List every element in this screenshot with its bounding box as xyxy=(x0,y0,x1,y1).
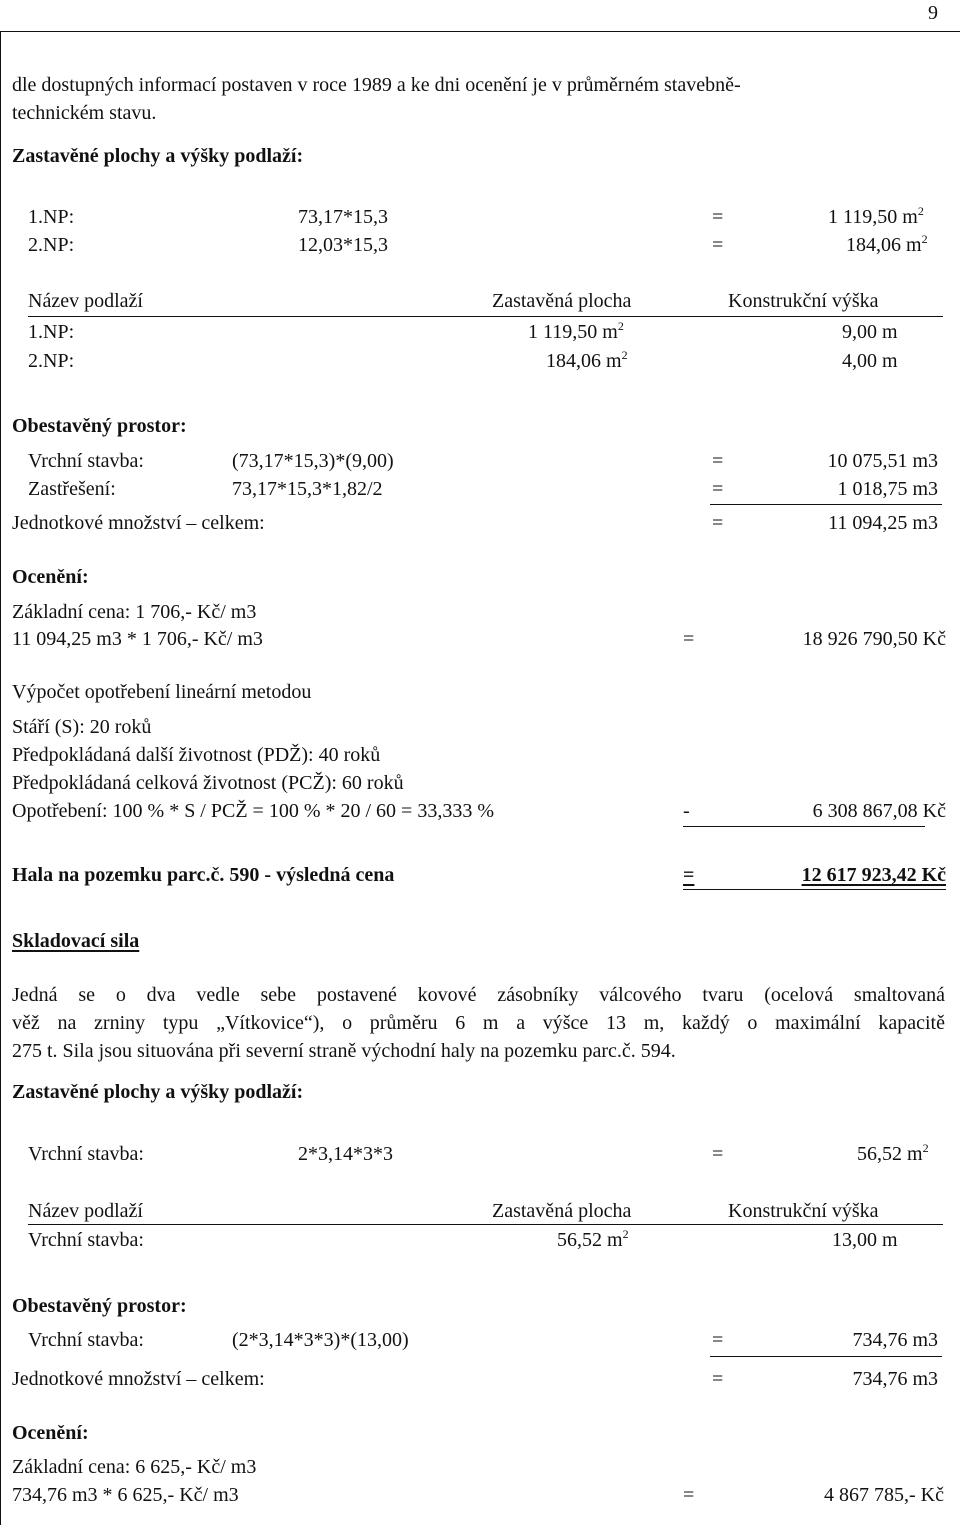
sila-table-header-height: Konstrukční výška xyxy=(728,1200,879,1222)
page-number: 9 xyxy=(928,2,938,24)
sila-area-value: 56,52 $m^2$ xyxy=(857,1141,929,1165)
sila-table-row-area: 56,52 $m^2$ xyxy=(557,1227,629,1251)
hala-volume-sum-rule xyxy=(710,504,942,505)
hala-total-label: Jednotkové množství – celkem: xyxy=(12,512,265,534)
intro-line-1: dle dostupných informací postaven v roce 1989 a ke dni ocenění je v průměrném stavebně- xyxy=(12,74,741,96)
hala-area-value-2: 184,06 $m^2$ xyxy=(846,232,928,256)
hala-wear-value: 6 308 867,08 Kč xyxy=(812,800,946,822)
hala-age: Stáří (S): 20 roků xyxy=(12,716,152,738)
sila-calc-eq: = xyxy=(683,1484,695,1506)
hala-table-header-area: Zastavěná plocha xyxy=(492,290,632,312)
sila-desc-line-3: 275 t. Sila jsou situována při severní straně východní haly na pozemku parc.č. 594. xyxy=(12,1040,676,1062)
hala-volume-value-1: 10 075,51 m3 xyxy=(827,450,938,472)
hala-area-label-1: 1.NP: xyxy=(28,206,75,228)
hala-table-header-rule xyxy=(28,316,943,317)
hala-volume-formula-2: 73,17*15,3*1,82/2 xyxy=(232,478,383,500)
hala-oceneni-heading: Ocenění: xyxy=(12,566,89,588)
hala-calc-label: 11 094,25 m3 * 1 706,- Kč/ m3 xyxy=(12,628,263,650)
sila-base-price: Základní cena: 6 625,- Kč/ m3 xyxy=(12,1456,257,1478)
hala-plochy-heading: Zastavěné plochy a výšky podlaží: xyxy=(12,145,304,167)
hala-volume-eq-2: = xyxy=(712,478,724,500)
hala-calc-eq: = xyxy=(683,628,695,650)
sila-table-header-rule xyxy=(28,1224,943,1225)
sila-volume-value: 734,76 m3 xyxy=(852,1329,938,1351)
hala-area-label-2: 2.NP: xyxy=(28,234,75,256)
sila-calc-label: 734,76 m3 * 6 625,- Kč/ m3 xyxy=(12,1484,239,1506)
hala-wear-rule xyxy=(683,826,925,827)
hala-remaining-life: Předpokládaná další životnost (PDŽ): 40 roků xyxy=(12,744,381,766)
hala-table-header-height: Konstrukční výška xyxy=(728,290,879,312)
intro-line-2: technickém stavu. xyxy=(12,102,157,124)
sila-heading: Skladovací sila xyxy=(12,930,140,952)
sila-calc-value: 4 867 785,- Kč xyxy=(824,1484,944,1506)
sila-table-row-name: Vrchní stavba: xyxy=(28,1229,144,1251)
hala-table-row-1-area: 1 119,50 $m^2$ xyxy=(528,319,624,343)
hala-area-formula-2: 12,03*15,3 xyxy=(298,234,388,256)
frame-top-line xyxy=(0,31,960,32)
hala-table-header-name: Název podlaží xyxy=(28,290,143,312)
hala-volume-label-2: Zastřešení: xyxy=(28,478,116,500)
sila-total-label: Jednotkové množství – celkem: xyxy=(12,1368,265,1390)
hala-volume-formula-1: (73,17*15,3)*(9,00) xyxy=(232,450,394,472)
sila-desc-line-1: Jedná se o dva vedle sebe postavené kovové zásobníky válcového tvaru (ocelová smaltovaná xyxy=(12,984,945,1006)
sila-table-header-area: Zastavěná plocha xyxy=(492,1200,632,1222)
sila-plochy-heading: Zastavěné plochy a výšky podlaží: xyxy=(12,1081,304,1103)
sila-area-formula: 2*3,14*3*3 xyxy=(298,1143,393,1165)
sila-obestaveny-heading: Obestavěný prostor: xyxy=(12,1295,187,1317)
hala-table-row-1-name: 1.NP: xyxy=(28,321,75,343)
hala-obestaveny-heading: Obestavěný prostor: xyxy=(12,415,187,437)
hala-result-eq: = xyxy=(683,864,695,886)
sila-table-header-name: Název podlaží xyxy=(28,1200,143,1222)
sila-volume-sum-rule xyxy=(710,1356,942,1357)
sila-desc-line-2: věž na zrniny typu „Vítkovice“), o průměru 6 m a výšce 13 m, každý o maximální kapacitě xyxy=(12,1012,945,1034)
sila-volume-eq: = xyxy=(712,1329,724,1351)
hala-wear-heading: Výpočet opotřebení lineární metodou xyxy=(12,681,312,703)
sila-area-eq: = xyxy=(712,1143,724,1165)
hala-volume-eq-1: = xyxy=(712,450,724,472)
hala-table-row-2-name: 2.NP: xyxy=(28,350,75,372)
hala-table-row-2-height: 4,00 m xyxy=(842,350,898,372)
sila-total-eq: = xyxy=(712,1368,724,1390)
hala-base-price: Základní cena: 1 706,- Kč/ m3 xyxy=(12,601,257,623)
hala-result-label: Hala na pozemku parc.č. 590 - výsledná cena xyxy=(12,864,395,886)
sila-volume-label: Vrchní stavba: xyxy=(28,1329,144,1351)
hala-table-row-2-area: 184,06 $m^2$ xyxy=(546,348,628,372)
sila-area-label: Vrchní stavba: xyxy=(28,1143,144,1165)
sila-total-value: 734,76 m3 xyxy=(852,1368,938,1390)
hala-wear-label: Opotřebení: 100 % * S / PCŽ = 100 % * 20 / 60 = 33,333 % xyxy=(12,800,494,822)
hala-area-eq-2: = xyxy=(712,234,724,256)
hala-area-formula-1: 73,17*15,3 xyxy=(298,206,388,228)
hala-area-eq-1: = xyxy=(712,206,724,228)
hala-wear-sign: - xyxy=(683,800,690,822)
frame-left-line xyxy=(0,31,1,1525)
hala-table-row-1-height: 9,00 m xyxy=(842,321,898,343)
hala-total-life: Předpokládaná celková životnost (PCŽ): 60 roků xyxy=(12,772,404,794)
hala-volume-value-2: 1 018,75 m3 xyxy=(837,478,938,500)
hala-area-value-1: 1 119,50 $m^2$ xyxy=(828,204,924,228)
hala-volume-label-1: Vrchní stavba: xyxy=(28,450,144,472)
sila-oceneni-heading: Ocenění: xyxy=(12,1422,89,1444)
hala-total-eq: = xyxy=(712,512,724,534)
sila-volume-formula: (2*3,14*3*3)*(13,00) xyxy=(232,1329,409,1351)
hala-total-value: 11 094,25 m3 xyxy=(828,512,938,534)
hala-result-underline xyxy=(683,889,946,890)
sila-table-row-height: 13,00 m xyxy=(832,1229,898,1251)
hala-result-value: 12 617 923,42 Kč xyxy=(801,864,946,886)
hala-calc-value: 18 926 790,50 Kč xyxy=(802,628,946,650)
